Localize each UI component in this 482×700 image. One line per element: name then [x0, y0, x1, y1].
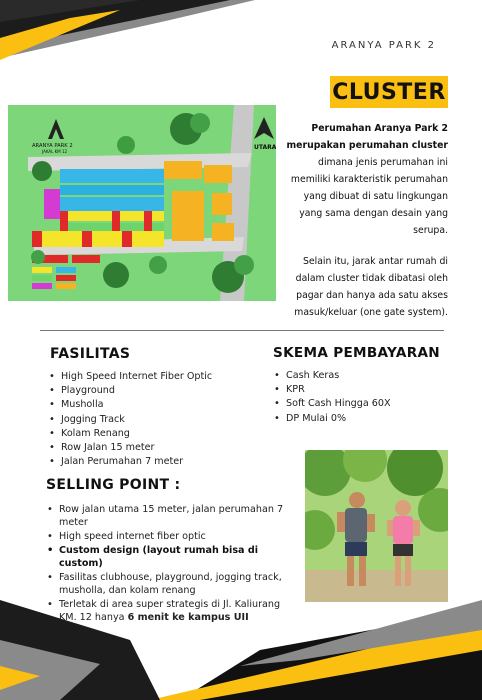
selling-item: • Custom design (layout rumah bisa di custom)	[46, 544, 291, 571]
intro-paragraph-1	[282, 120, 448, 239]
skema-list	[273, 369, 453, 426]
fasilitas-item: • Row Jalan 15 meter	[48, 441, 258, 455]
skema-item: • Soft Cash Hingga 60X	[273, 397, 453, 411]
intro-paragraph-2: Selain itu, jarak antar rumah di dalam cluster tidak dibatasi oleh pagar dan hanya ada satu akses masuk/keluar (one gate system).	[294, 256, 448, 318]
intro-rest: dimana jenis perumahan ini memiliki karakteristik perumahan yang dibuat di satu lingkungan yang sama dengan desain yang serupa.	[290, 157, 448, 236]
fasilitas-item: • Jalan Perumahan 7 meter	[48, 455, 258, 469]
skema-title: SKEMA PEMBAYARAN	[273, 345, 440, 361]
skema-item: • Cash Keras	[273, 369, 453, 383]
cluster-label: CLUSTER	[332, 79, 446, 105]
fasilitas-list	[48, 370, 258, 469]
selling-item: • Fasilitas clubhouse, playground, jogging track, musholla, dan kolam renang	[46, 571, 291, 598]
selling-item: • High speed internet fiber optic	[46, 530, 291, 543]
fasilitas-title: FASILITAS	[50, 346, 131, 362]
site-plan-map	[8, 105, 276, 301]
location-text: Terletak di area super strategis di Jl. Kaliurang KM. 12 hanya	[59, 598, 281, 623]
fasilitas-item: • Jogging Track	[48, 413, 258, 427]
map-logo-sub: JAKAL KM 12	[42, 149, 68, 154]
joggers-photo	[305, 450, 448, 602]
fasilitas-item: • Kolam Renang	[48, 427, 258, 441]
map-compass-label: UTARA	[254, 144, 276, 151]
selling-item: • Row jalan utama 15 meter, jalan perumahan 7 meter	[46, 503, 291, 530]
cluster-badge	[330, 76, 448, 108]
skema-item: • DP Mulai 0%	[273, 412, 453, 426]
section-divider	[40, 330, 444, 331]
selling-item-location	[46, 598, 291, 625]
selling-point-title: SELLING POINT :	[46, 477, 181, 493]
fasilitas-item: • Musholla	[48, 398, 258, 412]
selling-point-list	[46, 503, 291, 625]
map-logo-name: ARANYA PARK 2	[32, 143, 73, 149]
location-bold: 6 menit ke kampus UII	[127, 611, 249, 623]
brand-name: ARANYA PARK 2	[331, 40, 436, 51]
intro-text	[282, 120, 448, 335]
skema-item: • KPR	[273, 383, 453, 397]
fasilitas-item: • Playground	[48, 384, 258, 398]
intro-bold: Perumahan Aranya Park 2 merupakan perumahan cluster	[286, 123, 448, 151]
fasilitas-item: • High Speed Internet Fiber Optic	[48, 370, 258, 384]
